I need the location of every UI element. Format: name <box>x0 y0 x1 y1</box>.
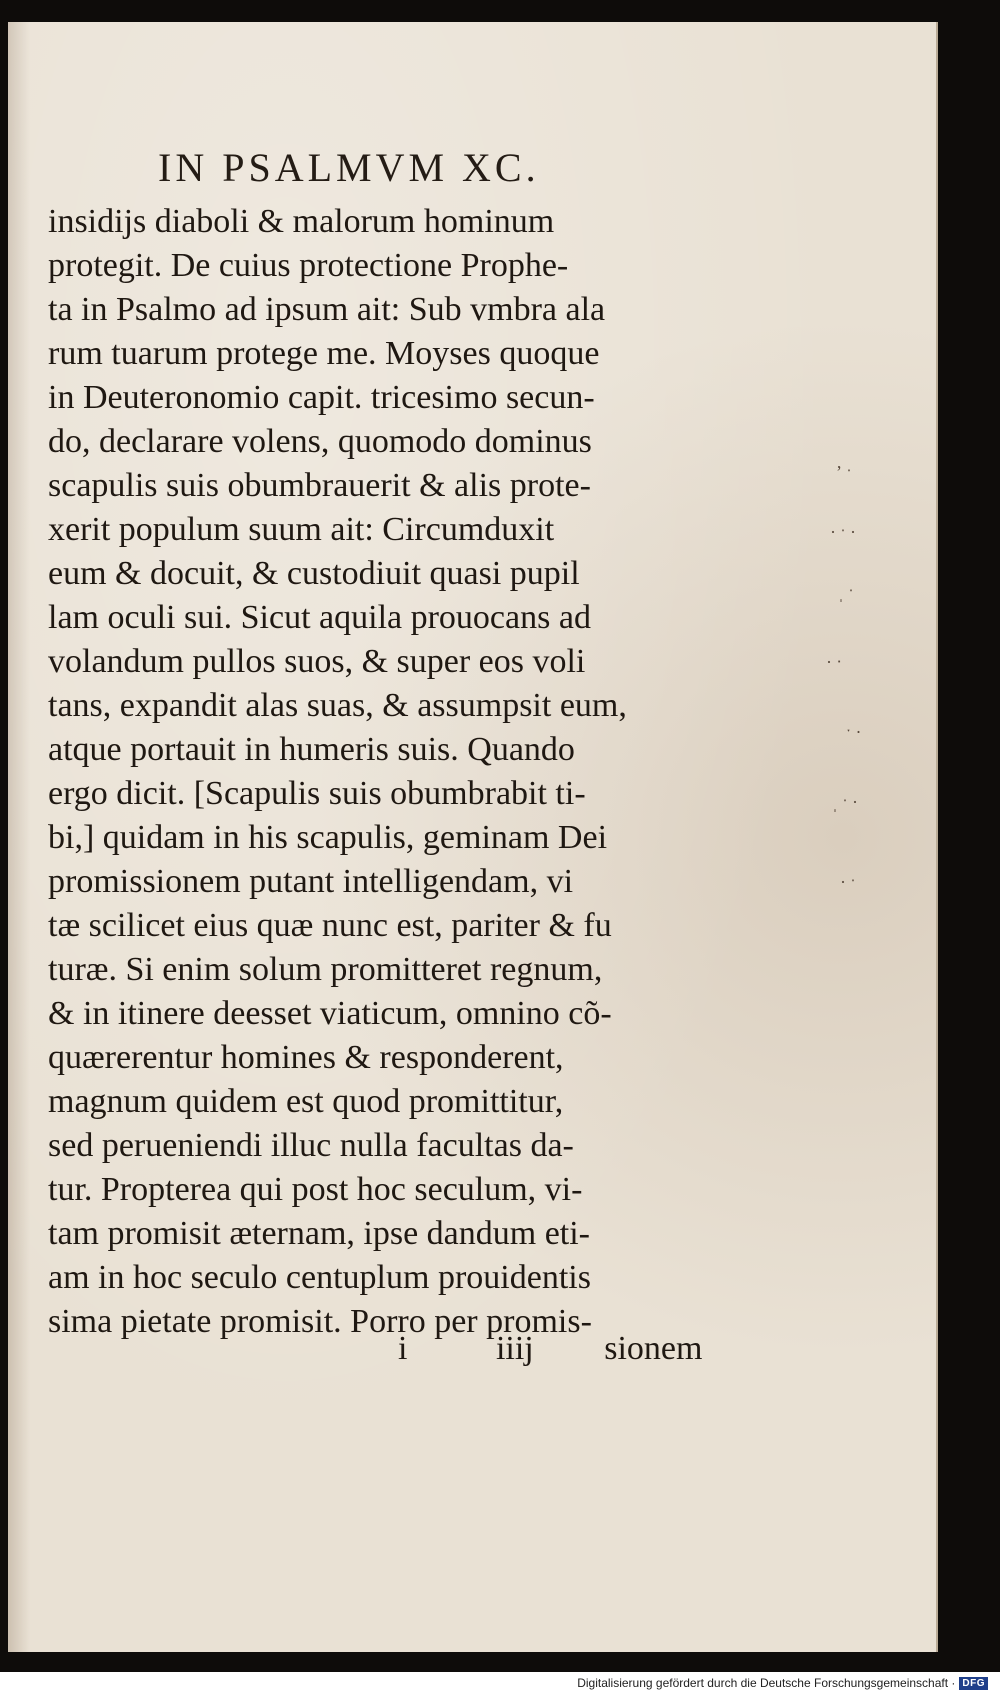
text-line: ergo dicit. [Scapulis suis obumbrabit ti- <box>48 775 586 812</box>
folio-mark: iiij <box>495 1330 534 1367</box>
signature-mark: i <box>398 1330 408 1367</box>
text-line: magnum quidem est quod promittitur, <box>48 1083 564 1120</box>
show-through-marks: ʼ ˑ · ˑ · ˌ ˑ · ᐧ ˑ · ˌ ˑ · · ˑ <box>826 462 862 892</box>
text-line: am in hoc seculo centuplum prouidentis <box>48 1259 591 1296</box>
text-line: tans, expandit alas suas, & assumpsit eum, <box>48 687 627 724</box>
page-footer <box>398 1330 702 1368</box>
text-line: sima pietate promisit. Porro per promis- <box>48 1303 592 1340</box>
credit-text: Digitalisierung gefördert durch die Deutsche Forschungsgemeinschaft · <box>577 1676 956 1690</box>
text-line: rum tuarum protege me. Moyses quoque <box>48 335 600 372</box>
digitization-credit <box>577 1673 988 1693</box>
body-text <box>48 200 708 1344</box>
dfg-logo: DFG <box>959 1677 988 1690</box>
text-line: protegit. De cuius protectione Prophe- <box>48 247 569 284</box>
text-line: & in itinere deesset viaticum, omnino cõ- <box>48 995 612 1032</box>
text-line: volandum pullos suos, & super eos voli <box>48 643 586 680</box>
text-line: eum & docuit, & custodiuit quasi pupil <box>48 555 580 592</box>
text-line: tæ scilicet eius quæ nunc est, pariter & fu <box>48 907 612 944</box>
text-line: lam oculi sui. Sicut aquila prouocans ad <box>48 599 591 636</box>
text-line: in Deuteronomio capit. tricesimo secun- <box>48 379 595 416</box>
text-line: ta in Psalmo ad ipsum ait: Sub vmbra ala <box>48 291 606 328</box>
text-line: tur. Propterea qui post hoc seculum, vi- <box>48 1171 583 1208</box>
text-line: atque portauit in humeris suis. Quando <box>48 731 575 768</box>
text-line: sed perueniendi illuc nulla facultas da- <box>48 1127 574 1164</box>
text-line: xerit populum suum ait: Circumduxit <box>48 511 555 548</box>
running-title: IN PSALMVM XC. <box>158 145 540 190</box>
text-line: do, declarare volens, quomodo dominus <box>48 423 592 460</box>
text-line: insidijs diaboli & malorum hominum <box>48 203 555 240</box>
text-line: tam promisit æternam, ipse dandum eti- <box>48 1215 591 1252</box>
text-line: promissionem putant intelligendam, vi <box>48 863 574 900</box>
text-line: scapulis suis obumbrauerit & alis prote- <box>48 467 591 504</box>
text-line: turæ. Si enim solum promitteret regnum, <box>48 951 603 988</box>
catchword: sionem <box>604 1330 703 1367</box>
book-page <box>8 22 938 1652</box>
text-line: bi,] quidam in his scapulis, geminam Dei <box>48 819 608 856</box>
text-line: quærerentur homines & responderent, <box>48 1039 564 1076</box>
